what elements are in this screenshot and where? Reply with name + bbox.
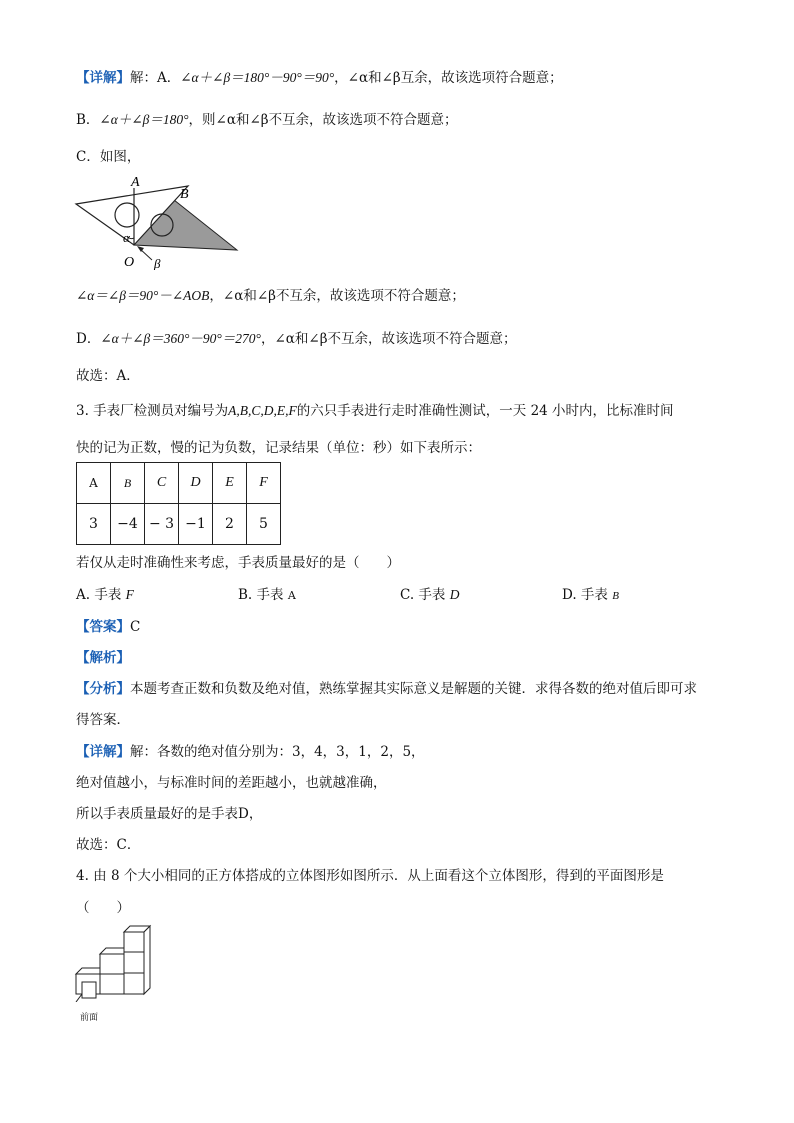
header-cell: A: [77, 463, 111, 504]
triangle-angle-figure: [72, 170, 247, 270]
header-cell: C: [145, 463, 179, 504]
label-beta: β: [154, 256, 161, 270]
watch-table: [76, 462, 281, 545]
value-cell: − 3: [145, 504, 179, 545]
value-cell: 3: [77, 504, 111, 545]
cube-face: [124, 952, 144, 973]
option-d[interactable]: D. 手表 B: [562, 587, 619, 603]
detail-line-c2: ∠α＝∠β＝90°－∠AOB，∠α和∠β不互余，故该选项不符合题意；: [76, 288, 465, 304]
cube-face: [100, 954, 124, 974]
fenxi-tag: 【分析】: [76, 681, 130, 697]
fenxi-line1: 【分析】本题考查正数和负数及绝对值，熟练掌握其实际意义是解题的关键．求得各数的绝对值后即可求: [76, 681, 697, 697]
option-c[interactable]: C. 手表 D: [400, 587, 460, 603]
cube-face: [100, 948, 124, 954]
header-cell: F: [247, 463, 281, 504]
value-cell: −4: [111, 504, 145, 545]
answer-tag: 【答案】: [76, 619, 130, 635]
q3-detail-line3: 所以手表质量最好的是手表D，: [76, 806, 263, 822]
cube-face: [100, 974, 124, 994]
cube-face: [144, 926, 150, 994]
value-cell: 5: [247, 504, 281, 545]
option-a[interactable]: A. 手表 F: [76, 587, 134, 603]
detail-line-c: C．如图，: [76, 149, 141, 165]
value-cell: −1: [179, 504, 213, 545]
answer-value: C: [130, 619, 141, 635]
value-cell: 2: [213, 504, 247, 545]
choice-sec2: 故选：A．: [76, 368, 140, 384]
q3-question: 若仅从走时准确性来考虑，手表质量最好的是（ ）: [76, 555, 400, 571]
header-cell: E: [213, 463, 247, 504]
table-row-values: [77, 504, 281, 545]
detail-line-a: 【详解】解：A．∠α＋∠β＝180°－90°＝90°，∠α和∠β互余，故该选项符合题意；: [76, 70, 563, 86]
fenxi-line2: 得答案．: [76, 712, 130, 728]
choice-q3: 故选：C．: [76, 837, 141, 853]
q3-stem-line2: 快的记为正数，慢的记为负数，记录结果（单位：秒）如下表所示：: [76, 440, 481, 456]
label-a: A: [131, 175, 140, 190]
detail-line-d: D．∠α＋∠β＝360°－90°＝270°，∠α和∠β不互余，故该选项不符合题意；: [76, 331, 517, 347]
cube-face: [82, 982, 96, 998]
front-arrow: [76, 994, 82, 1002]
option-b[interactable]: B. 手表 A: [238, 587, 296, 603]
detail-line-b: B．∠α＋∠β＝180°，则∠α和∠β不互余，故该选项不符合题意；: [76, 112, 458, 128]
q4-paren: （ ）: [76, 900, 130, 916]
answer-line: [76, 617, 140, 637]
front-label: 前面: [80, 1013, 99, 1023]
detail-tag: 【详解】: [76, 70, 130, 86]
q3-detail-line2: 绝对值越小，与标准时间的差距越小，也就越准确，: [76, 775, 387, 791]
cube-face: [124, 973, 144, 994]
label-b: B: [180, 187, 189, 202]
label-o: O: [124, 255, 135, 270]
header-cell: D: [179, 463, 213, 504]
header-cell: B: [111, 463, 145, 504]
analysis-line: [76, 648, 130, 668]
cube-stack-figure: [72, 922, 162, 1002]
detail-tag: 【详解】: [76, 744, 130, 760]
q3-stem-line1: 3. 手表厂检测员对编号为A,B,C,D,E,F的六只手表进行走时准确性测试，一天 24 小时内，比标准时间: [76, 403, 674, 419]
label-alpha: α: [123, 230, 130, 245]
cube-face: [124, 932, 144, 952]
table-row-headers: [77, 463, 281, 504]
cube-face: [76, 968, 100, 974]
q4-stem: 4. 由 8 个大小相同的正方体搭成的立体图形如图所示．从上面看这个立体图形，得到的平面图形是: [76, 868, 664, 884]
analysis-tag: 【解析】: [76, 650, 130, 666]
q3-detail-line1: 【详解】解：各数的绝对值分别为：3，4，3，1，2，5，: [76, 744, 425, 760]
